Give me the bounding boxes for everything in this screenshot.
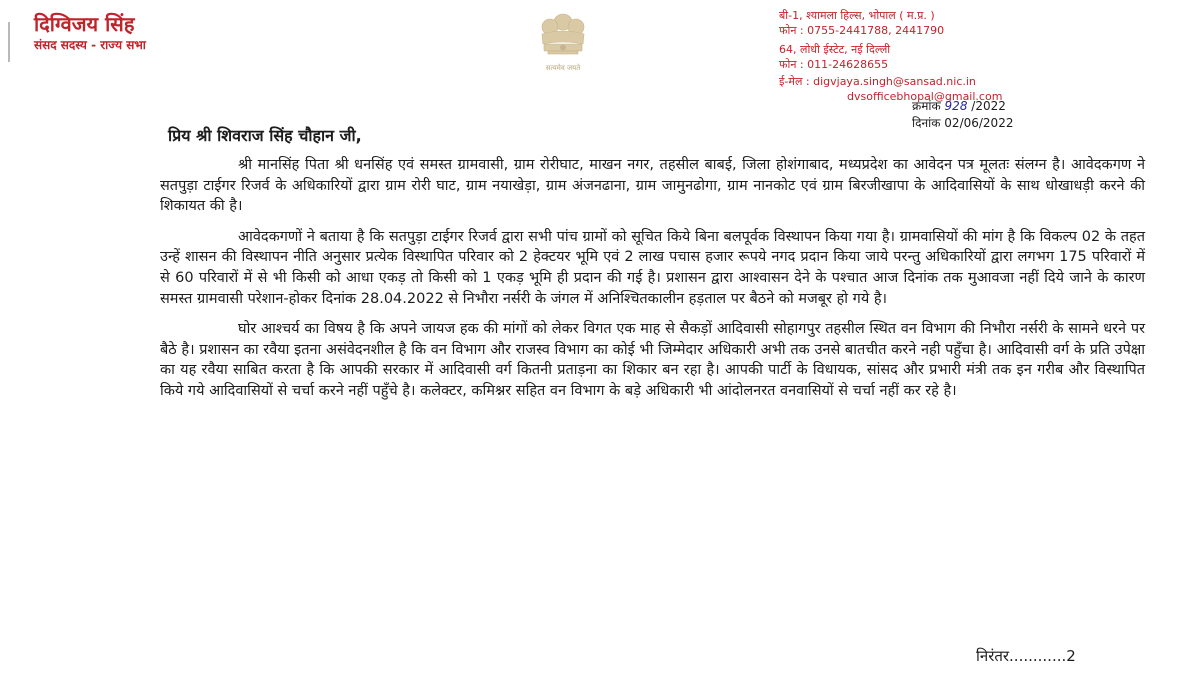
- reference-date: [912, 115, 1112, 132]
- paragraph: घोर आश्चर्य का विषय है कि अपने जायज हक की मांगों को लेकर विगत एक माह से सैकड़ों आदिवासी सोहागपुर तहसील स्थित वन विभाग की निभौरा नर्सरी के सामने धरने पर बैठे है। प्रशासन का रवैया इतना असंवेदनशील है कि वन विभाग और राजस्व विभाग का कोई भी जिम्मेदार अधिकारी अभी तक उनसे बातचीत करने नही पहुँचा है। आदिवासी वर्ग के प्रति उपेक्षा का यह रवैया साबित करता है कि आपकी सरकार में आदिवासी वर्ग कितनी प्रताड़ना का शिकार बन रहा है। आपकी पार्टी के विधायक, सांसद और प्रभारी मंत्री तक इन गरीब और विस्थापित किये गये आदिवासियों से चर्चा करने नहीं पहुँचे है। कलेक्टर, कमिश्नर सहित वन विभाग के बड़े अधिकारी भी आंदोलनरत वनवासियों से चर्चा नहीं कर रहे है।: [160, 321, 1145, 399]
- emblem-motto: सत्यमेव जयते: [545, 64, 581, 72]
- phone-delhi: फोन : 011-24628655: [779, 57, 889, 71]
- continuation-note: निरंतर............2: [976, 647, 1076, 665]
- contact-block: [779, 9, 1179, 104]
- email-primary[interactable]: digvjaya.singh@sansad.nic.in: [813, 75, 976, 88]
- ashoka-emblem-icon: [528, 8, 598, 80]
- salutation: प्रिय श्री शिवराज सिंह चौहान जी,: [168, 126, 362, 145]
- paragraph: श्री मानसिंह पिता श्री धनसिंह एवं समस्त ग्रामवासी, ग्राम रोरीघाट, माखन नगर, तहसील बाबई, जिला होशंगाबाद, मध्यप्रदेश का आवेदन पत्र मूलतः संलग्न है। आवेदकगण ने सतपुड़ा टाईगर रिजर्व के अधिकारियों द्वारा ग्राम रोरी घाट, ग्राम नयाखेड़ा, ग्राम अंजनढाना, ग्राम जामुनढोगा, ग्राम नानकोट एवं ग्राम बिरजीखापा के आदिवासियों के साथ धोखाधड़ी करने की शिकायत की है।: [160, 157, 1145, 215]
- phone-bhopal: फोन : 0755-2441788, 2441790: [779, 23, 945, 37]
- email-secondary[interactable]: dvsofficebhopal@gmail.com: [847, 89, 1003, 103]
- reference-number-suffix: /2022: [971, 99, 1006, 113]
- reference-date-label: दिनांक: [912, 116, 941, 130]
- letter-body: [160, 155, 1145, 412]
- sender-designation: संसद सदस्य - राज्य सभा: [34, 38, 146, 52]
- address-bhopal: बी-1, श्यामला हिल्स, भोपाल ( म.प्र. ): [779, 9, 935, 22]
- reference-number-value: 928: [944, 99, 968, 113]
- email-label: ई-मेल :: [779, 75, 810, 88]
- scan-edge-line: [8, 22, 10, 62]
- reference-number: [912, 98, 1112, 115]
- reference-number-label: क्रमांक: [912, 99, 941, 113]
- reference-block: [912, 98, 1112, 132]
- address-delhi: 64, लोधी ईस्टेट, नई दिल्ली: [779, 43, 891, 56]
- reference-date-value: 02/06/2022: [944, 116, 1014, 130]
- sender-name: दिग्विजय सिंह: [34, 12, 135, 36]
- paragraph: आवेदकगणों ने बताया है कि सतपुड़ा टाईगर रिजर्व द्वारा सभी पांच ग्रामों को सूचित किये बिना बलपूर्वक विस्थापन किया गया है। ग्रामवासियों की मांग है कि विकल्प 02 के तहत उन्हें शासन की विस्थापन नीति अनुसार प्रत्येक विस्थापित परिवार को 2 हेक्टयर भूमि एवं 2 लाख पचास हजार रूपये नगद प्रदान किया जाये परन्तु अधिकारियों द्वारा लगभग 175 परिवारों में से 60 परिवारों में से भी किसी को आधा एकड़ तो किसी को 1 एकड़ भूमि ही प्रदान की गई है। प्रशासन द्वारा आश्वासन देने के पश्चात आज दिनांक तक मुआवजा नहीं दिये जाने के कारण समस्त ग्रामवासी परेशान-होकर दिनांक 28.04.2022 से निभौरा नर्सरी के जंगल में अनिश्चितकालीन हड़ताल पर बैठने को मजबूर हो गये है।: [160, 228, 1145, 307]
